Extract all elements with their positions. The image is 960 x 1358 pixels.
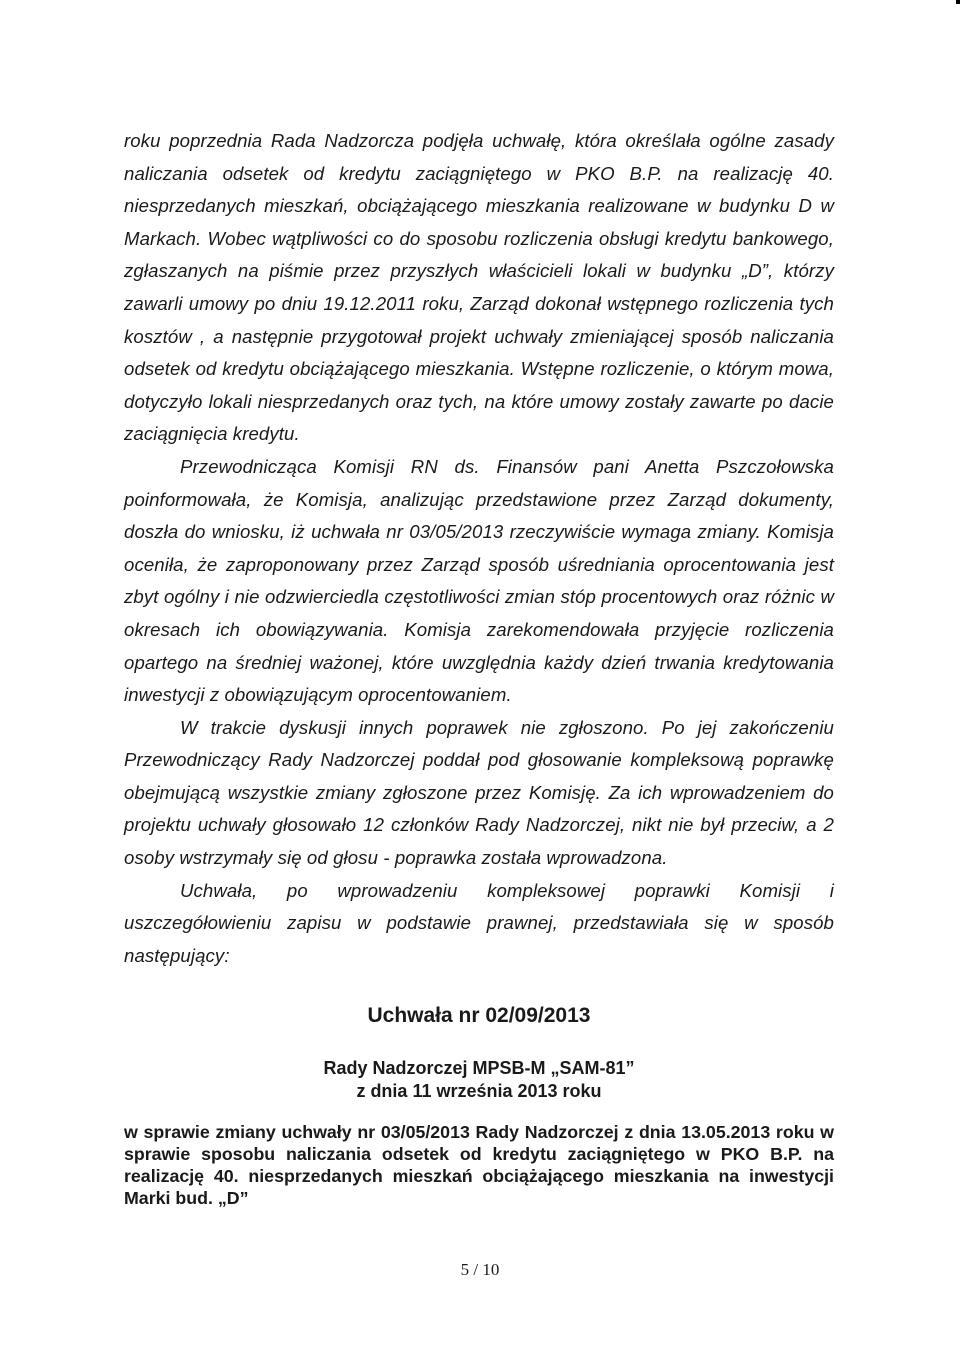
paragraph-resolution-intro: Uchwała, po wprowadzeniu kompleksowej poprawki Komisji i uszczegółowieniu zapisu w podstawie prawnej, przedstawiała się w sposób następujący: <box>124 879 834 966</box>
resolution-heading <box>124 1003 834 1103</box>
resolution-date: z dnia 11 września 2013 roku <box>356 1081 602 1101</box>
document-body <box>124 125 834 972</box>
resolution-subject: w sprawie zmiany uchwały nr 03/05/2013 Rady Nadzorczej z dnia 13.05.2013 roku w sprawie sposobu naliczania odsetek od kredytu zaciągniętego w PKO B.P. na realizację 40. niesprzedanych mieszkań obciążającego mieszkania na inwestycji Marki bud. „D” <box>124 1122 834 1208</box>
paragraph-finance-committee: Przewodnicząca Komisji RN ds. Finansów pani Anetta Pszczołowska poinformowała, że Komisja, analizując przedstawione przez Zarząd dokumenty, doszła do wniosku, iż uchwała nr 03/05/2013 rzeczywiście wymaga zmiany. Komisja oceniła, że zaproponowany przez Zarząd sposób uśredniania oprocentowania jest zbyt ogólny i nie odzwierciedla częstotliwości zmian stóp procentowych oraz różnic w okresach ich obowiązywania. Komisja zarekomendowała przyjęcie rozliczenia opartego na średniej ważonej, które uwzględnia każdy dzień trwania kredytowania inwestycji z obowiązującym oprocentowaniem. <box>124 455 834 706</box>
scan-edge-mark <box>956 0 960 4</box>
resolution-issuer: Rady Nadzorczej MPSB-M „SAM-81” <box>323 1058 635 1078</box>
paragraph-vote-on-amendment: W trakcie dyskusji innych poprawek nie zgłoszono. Po jej zakończeniu Przewodniczący Rady Nadzorczej poddał pod głosowanie kompleksową poprawkę obejmującą wszystkie zmiany zgłoszone przez Komisję. Za ich wprowadzeniem do projektu uchwały głosowało 12 członków Rady Nadzorczej, nikt nie był przeciw, a 2 osoby wstrzymały się od głosu - poprawka została wprowadzona. <box>124 716 834 869</box>
resolution-title: Uchwała nr 02/09/2013 <box>367 1004 591 1027</box>
paragraph-loan-background: roku poprzednia Rada Nadzorcza podjęła uchwałę, która określała ogólne zasady naliczania odsetek od kredytu zaciągniętego w PKO B.P. na realizację 40. niesprzedanych mieszkań, obciążającego mieszkania realizowane w budynku D w Markach. Wobec wątpliwości co do sposobu rozliczenia obsługi kredytu bankowego, zgłaszanych na piśmie przez przyszłych właścicieli lokali w budynku „D”, którzy zawarli umowy po dniu 19.12.2011 roku, Zarząd dokonał wstępnego rozliczenia tych kosztów , a następnie przygotował projekt uchwały zmieniającej sposób naliczania odsetek od kredytu obciążającego mieszkania. Wstępne rozliczenie, o którym mowa, dotyczyło lokali niesprzedanych oraz tych, na które umowy zostały zawarte po dacie zaciągnięcia kredytu. <box>124 130 834 445</box>
page-number: 5 / 10 <box>460 1260 500 1279</box>
resolution-issuer-block <box>124 1057 834 1103</box>
